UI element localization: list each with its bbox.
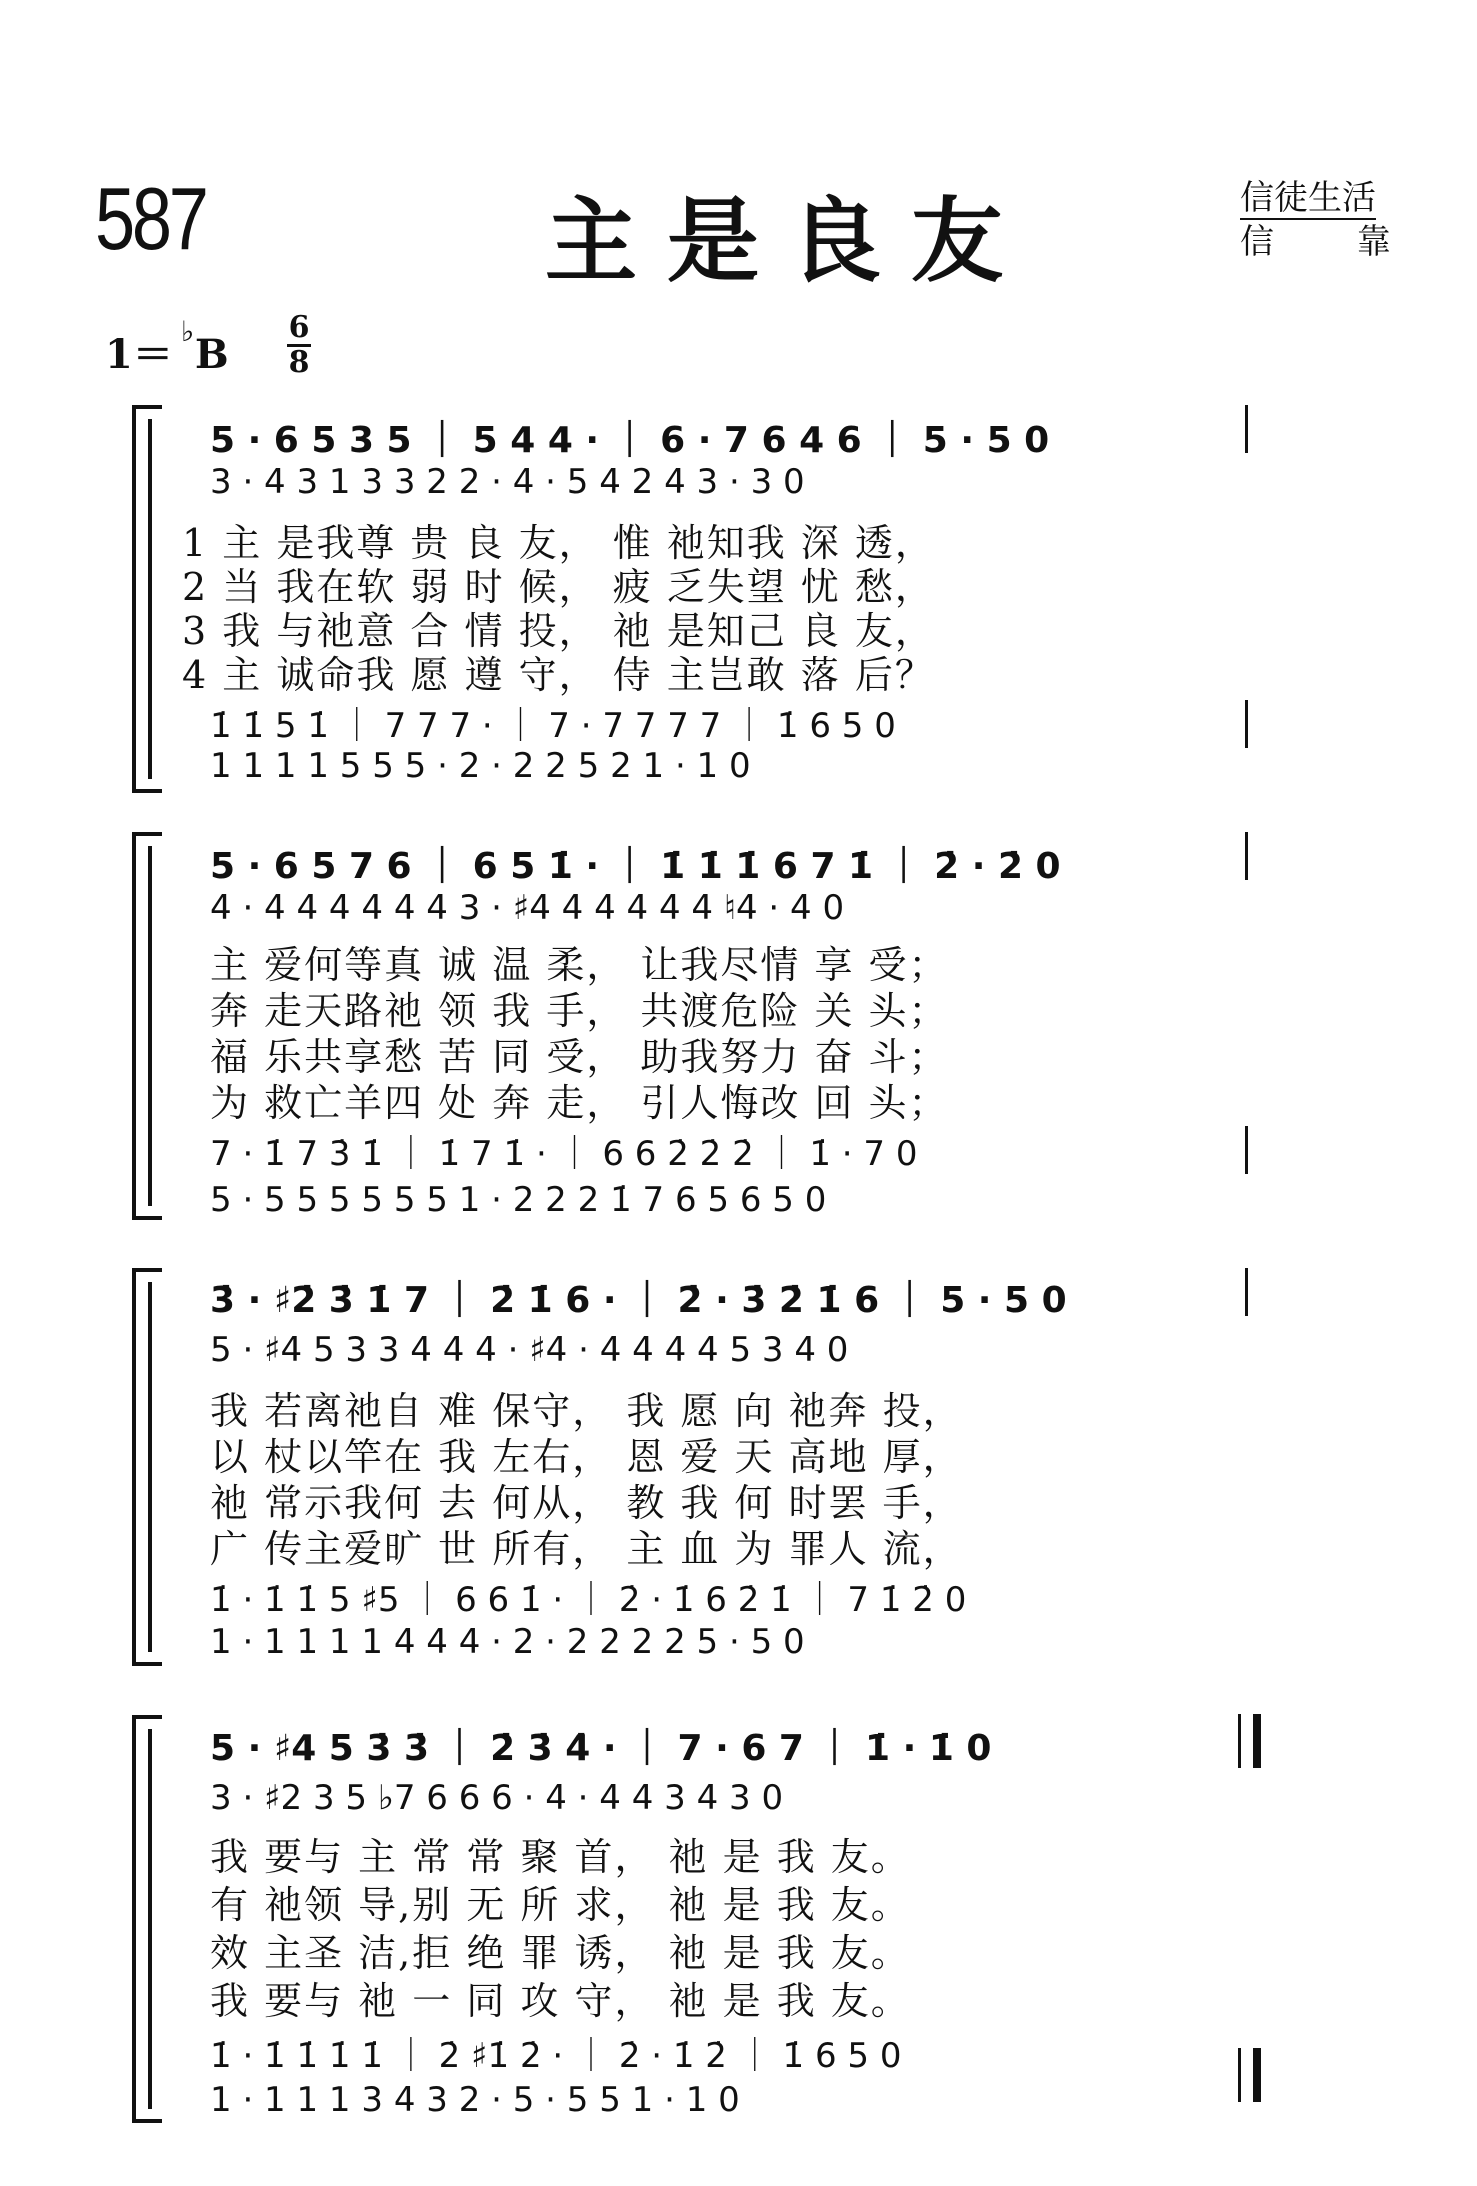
hymn-category: 信徒生活	[1240, 178, 1376, 218]
bass-line: 1 · 1 1 1 3 4 3 2 · 5 · 5 5 1 · 1 0	[210, 2080, 740, 2120]
lyric-line: 我 要与 祂 一 同 攻 守， 祂 是 我 友。	[210, 1979, 911, 2023]
key-prefix: 1＝	[105, 331, 173, 378]
final-barline	[1238, 1714, 1261, 1768]
alto-line: 3 · 4 3 1 3 3 2 2 · 4 · 5 4 2 4 3 · 3 0	[210, 462, 805, 502]
system-brace	[132, 405, 162, 793]
key-note: B	[194, 331, 229, 378]
lyric-line: 奔 走天路祂 领 我 手， 共渡危险 关 头；	[210, 989, 949, 1033]
tenor-line: 1̇ 1̇ 5 1̇ ｜ 7 7 7 · ｜ 7 · 7 7 7 7 ｜ 1̇ 6 5 0	[210, 706, 896, 746]
barline	[1245, 1126, 1248, 1174]
key-signature	[105, 323, 229, 380]
flat-sign: ♭	[181, 315, 195, 348]
lyric-line: 4 主 诚命我 愿 遵 守， 侍 主岂敢 落 后？	[182, 653, 935, 697]
hymn-author: 信 靠	[1240, 222, 1427, 262]
bass-line: 5 · 5 5 5 5 5 5 1 · 2 2 2 1̇ 7 6 5 6 5 0	[210, 1180, 827, 1220]
lyric-line: 祂 常示我何 去 何从， 教 我 何 时罢 手，	[210, 1481, 963, 1525]
tenor-line: 7 · 1̇ 7 3̇ 1̇ ｜ 1̇ 7 1̇ · ｜ 6 6 2̇ 2̇ 2̇ ｜ 1̇ · 7 0	[210, 1134, 918, 1174]
melody-line: 5 · 6 5 7 6 ｜ 6 5 1̇ · ｜ 1̇ 1̇ 1̇ 6 7 1̇ ｜ 2̇ · 2̇ 0	[210, 846, 1061, 887]
system-brace	[132, 832, 162, 1220]
melody-line: 5 · 6 5 3 5 ｜ 5 4 4 · ｜ 6 · 7 6 4 6 ｜ 5 · 5 0	[210, 420, 1050, 461]
alto-line: 5 · ♯4 5 3 3 4 4 4 · ♯4 · 4 4 4 4 5 3 4 0	[210, 1330, 849, 1370]
barline	[1245, 405, 1248, 453]
lyric-line: 福 乐共享愁 苦 同 受， 助我努力 奋 斗；	[210, 1035, 949, 1079]
barline	[1245, 832, 1248, 880]
lyric-line: 广 传主爱旷 世 所有， 主 血 为 罪人 流，	[210, 1527, 963, 1571]
time-top: 6	[288, 310, 310, 345]
barline	[1245, 1268, 1248, 1316]
final-barline	[1238, 2048, 1261, 2102]
tenor-line: 1̇ · 1̇ 1̇ 1̇ 1̇ ｜ 2̇ ♯1̇ 2̇ · ｜ 2̇ · 1̇ 2̇ ｜ 1̇ 6 5 0	[210, 2036, 902, 2076]
bass-line: 1 · 1 1 1 1 4 4 4 · 2 · 2 2 2 2 5 · 5 0	[210, 1622, 805, 1662]
lyric-line: 有 祂领 导,别 无 所 求， 祂 是 我 友。	[210, 1883, 911, 1927]
alto-line: 4 · 4 4 4 4 4 4 3 · ♯4 4 4 4 4 4 ♮4 · 4 0	[210, 888, 845, 928]
melody-line: 5 · ♯4 5 3̇ 3̇ ｜ 2̇ 3̇ 4̇ · ｜ 7 · 6 7 ｜ 1̇ · 1̇ 0	[210, 1728, 992, 1769]
hymn-title: 主是良友	[545, 188, 1034, 295]
lyric-line: 我 要与 主 常 常 聚 首， 祂 是 我 友。	[210, 1835, 911, 1879]
bass-line: 1 1 1 1 5 5 5 · 2 · 2 2 5 2 1 · 1 0	[210, 746, 751, 786]
system-brace	[132, 1715, 162, 2123]
tenor-line: 1̇ · 1̇ 1̇ 5 ♯5 ｜ 6 6 1̇ · ｜ 2̇ · 1̇ 6 2̇ 1̇ ｜ 7 1̇ 2̇ 0	[210, 1580, 967, 1620]
lyric-line: 2 当 我在软 弱 时 候， 疲 乏失望 忧 愁，	[182, 565, 935, 609]
lyric-line: 为 救亡羊四 处 奔 走， 引人悔改 回 头；	[210, 1081, 949, 1125]
time-bottom: 8	[288, 345, 310, 380]
lyric-line: 主 爱何等真 诚 温 柔， 让我尽情 享 受；	[210, 943, 949, 987]
lyric-line: 我 若离祂自 难 保守， 我 愿 向 祂奔 投，	[210, 1389, 963, 1433]
system-brace	[132, 1268, 162, 1666]
lyric-line: 1 主 是我尊 贵 良 友， 惟 祂知我 深 透，	[182, 521, 935, 565]
time-signature	[287, 312, 311, 379]
lyric-line: 3 我 与祂意 合 情 投， 祂 是知己 良 友，	[182, 609, 935, 653]
alto-line: 3 · ♯2 3 5 ♭7 6 6 6 · 4 · 4 4 3 4 3 0	[210, 1778, 784, 1818]
melody-line: 3̇ · ♯2̇ 3̇ 1̇ 7 ｜ 2̇ 1̇ 6 · ｜ 2̇ · 3̇ 2̇ 1̇ 6 ｜ 5 · 5 0	[210, 1280, 1067, 1321]
barline	[1245, 700, 1248, 748]
lyric-line: 以 杖以竿在 我 左右， 恩 爱 天 高地 厚，	[210, 1435, 963, 1479]
hymn-number: 587	[95, 169, 206, 268]
lyric-line: 效 主圣 洁,拒 绝 罪 诱， 祂 是 我 友。	[210, 1931, 911, 1975]
